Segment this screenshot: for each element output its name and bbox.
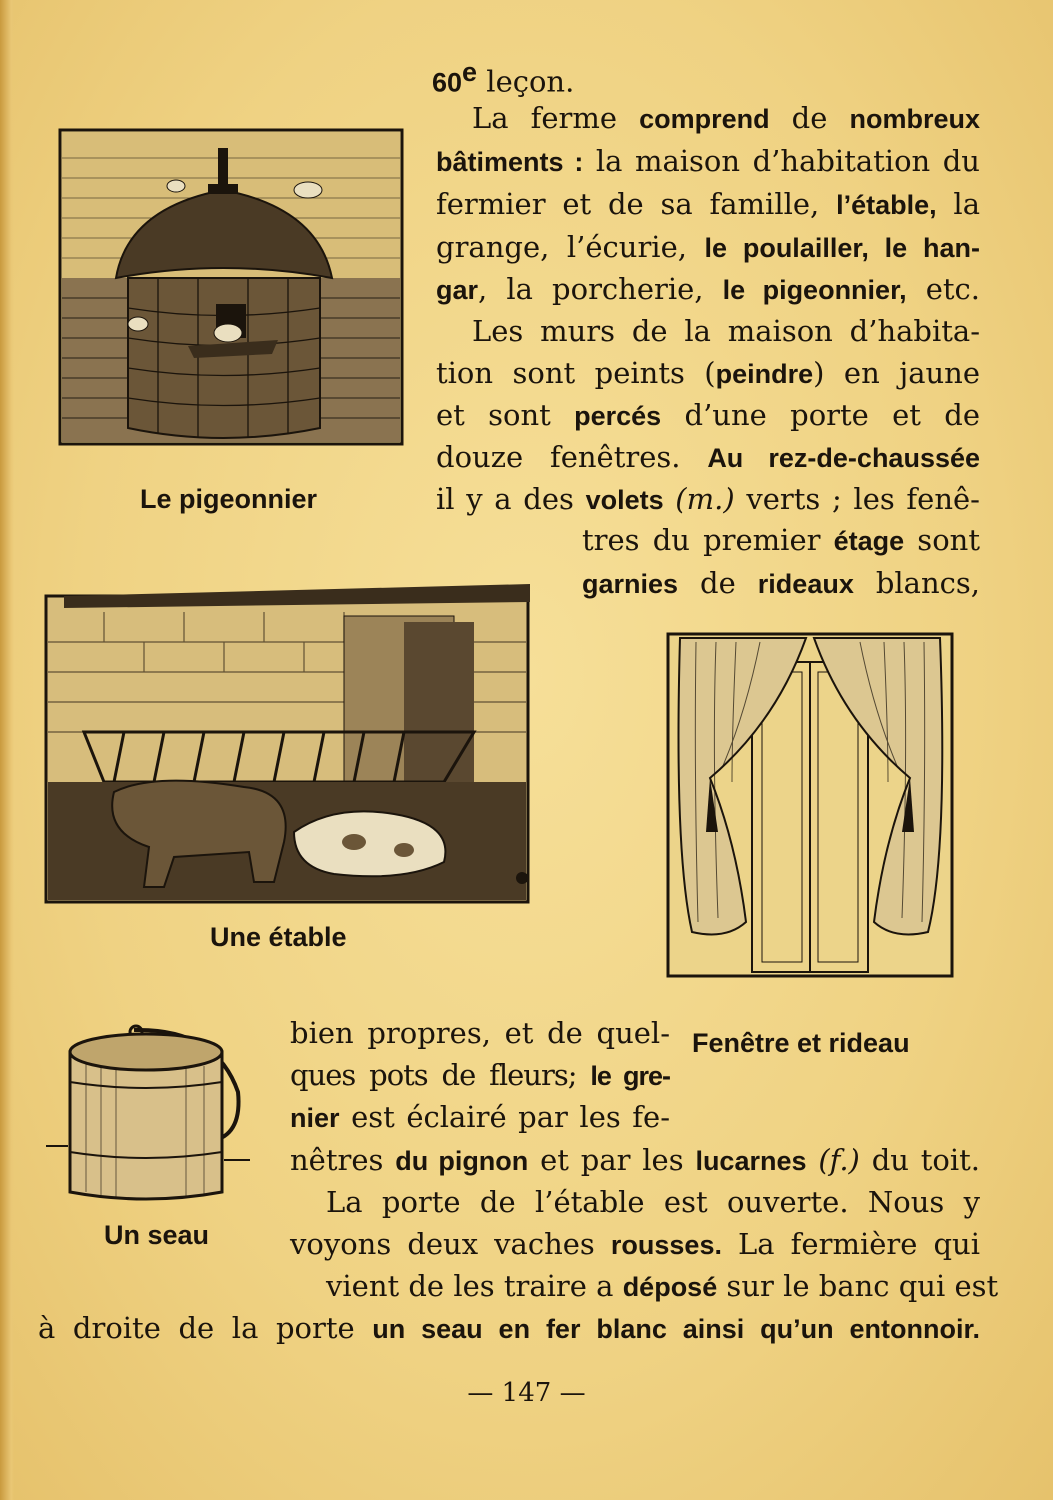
p3-line-2: voyons deux vaches rousses. La fermière qui [290,1227,981,1261]
p2-line-6: tres du premier étage sont [582,523,980,557]
p2-line-11: nêtres du pignon et par les lucarnes (f.) du toit. [290,1143,981,1177]
pigeonnier-illustration [58,128,404,446]
p1-line-5: gar, la porcherie, le pigeonnier, etc. [436,272,980,306]
p2-line-3: et sont percés d’une porte et de [436,398,980,432]
p1-line-3: fermier et de sa famille, l’étable, la [436,187,980,221]
caption-seau: Un seau [104,1220,210,1250]
page-edge [0,0,14,1500]
seau-illustration [46,1022,252,1208]
caption-etable: Une étable [210,922,347,952]
p3-line-3: vient de les traire a déposé sur le banc qui est [326,1269,999,1303]
caption-pigeonnier: Le pigeonnier [140,484,318,514]
fenetre-illustration [666,632,954,978]
p2-line-7: garnies de rideaux blancs, [582,566,980,600]
page-number: — 147 — [467,1378,586,1408]
p2-line-1: Les murs de la maison d’habita- [472,314,980,348]
p1-line-4: grange, l’écurie, le poulailler, le han- [436,230,980,264]
p1-line-2: bâtiments : la maison d’habitation du [436,144,980,178]
p2-line-8: bien propres, et de quel- [290,1016,670,1050]
p2-line-5: il y a des volets (m.) verts ; les fenê- [436,482,980,516]
p1-line-1: La ferme comprend de nombreux [472,101,980,135]
p3-line-1: La porte de l’étable est ouverte. Nous y [326,1185,980,1219]
p2-line-10: nier est éclairé par les fe- [290,1100,670,1134]
lesson-heading: 60e leçon. [432,57,575,99]
caption-fenetre: Fenêtre et rideau [692,1028,910,1058]
p3-line-4: à droite de la porte un seau en fer blanc ainsi qu’un entonnoir. [38,1311,980,1345]
etable-illustration [44,582,530,904]
p2-line-9: ques pots de fleurs; le gre- [290,1058,671,1092]
p2-line-2: tion sont peints (peindre) en jaune [436,356,981,390]
p2-line-4: douze fenêtres. Au rez-de-chaussée [436,440,981,474]
